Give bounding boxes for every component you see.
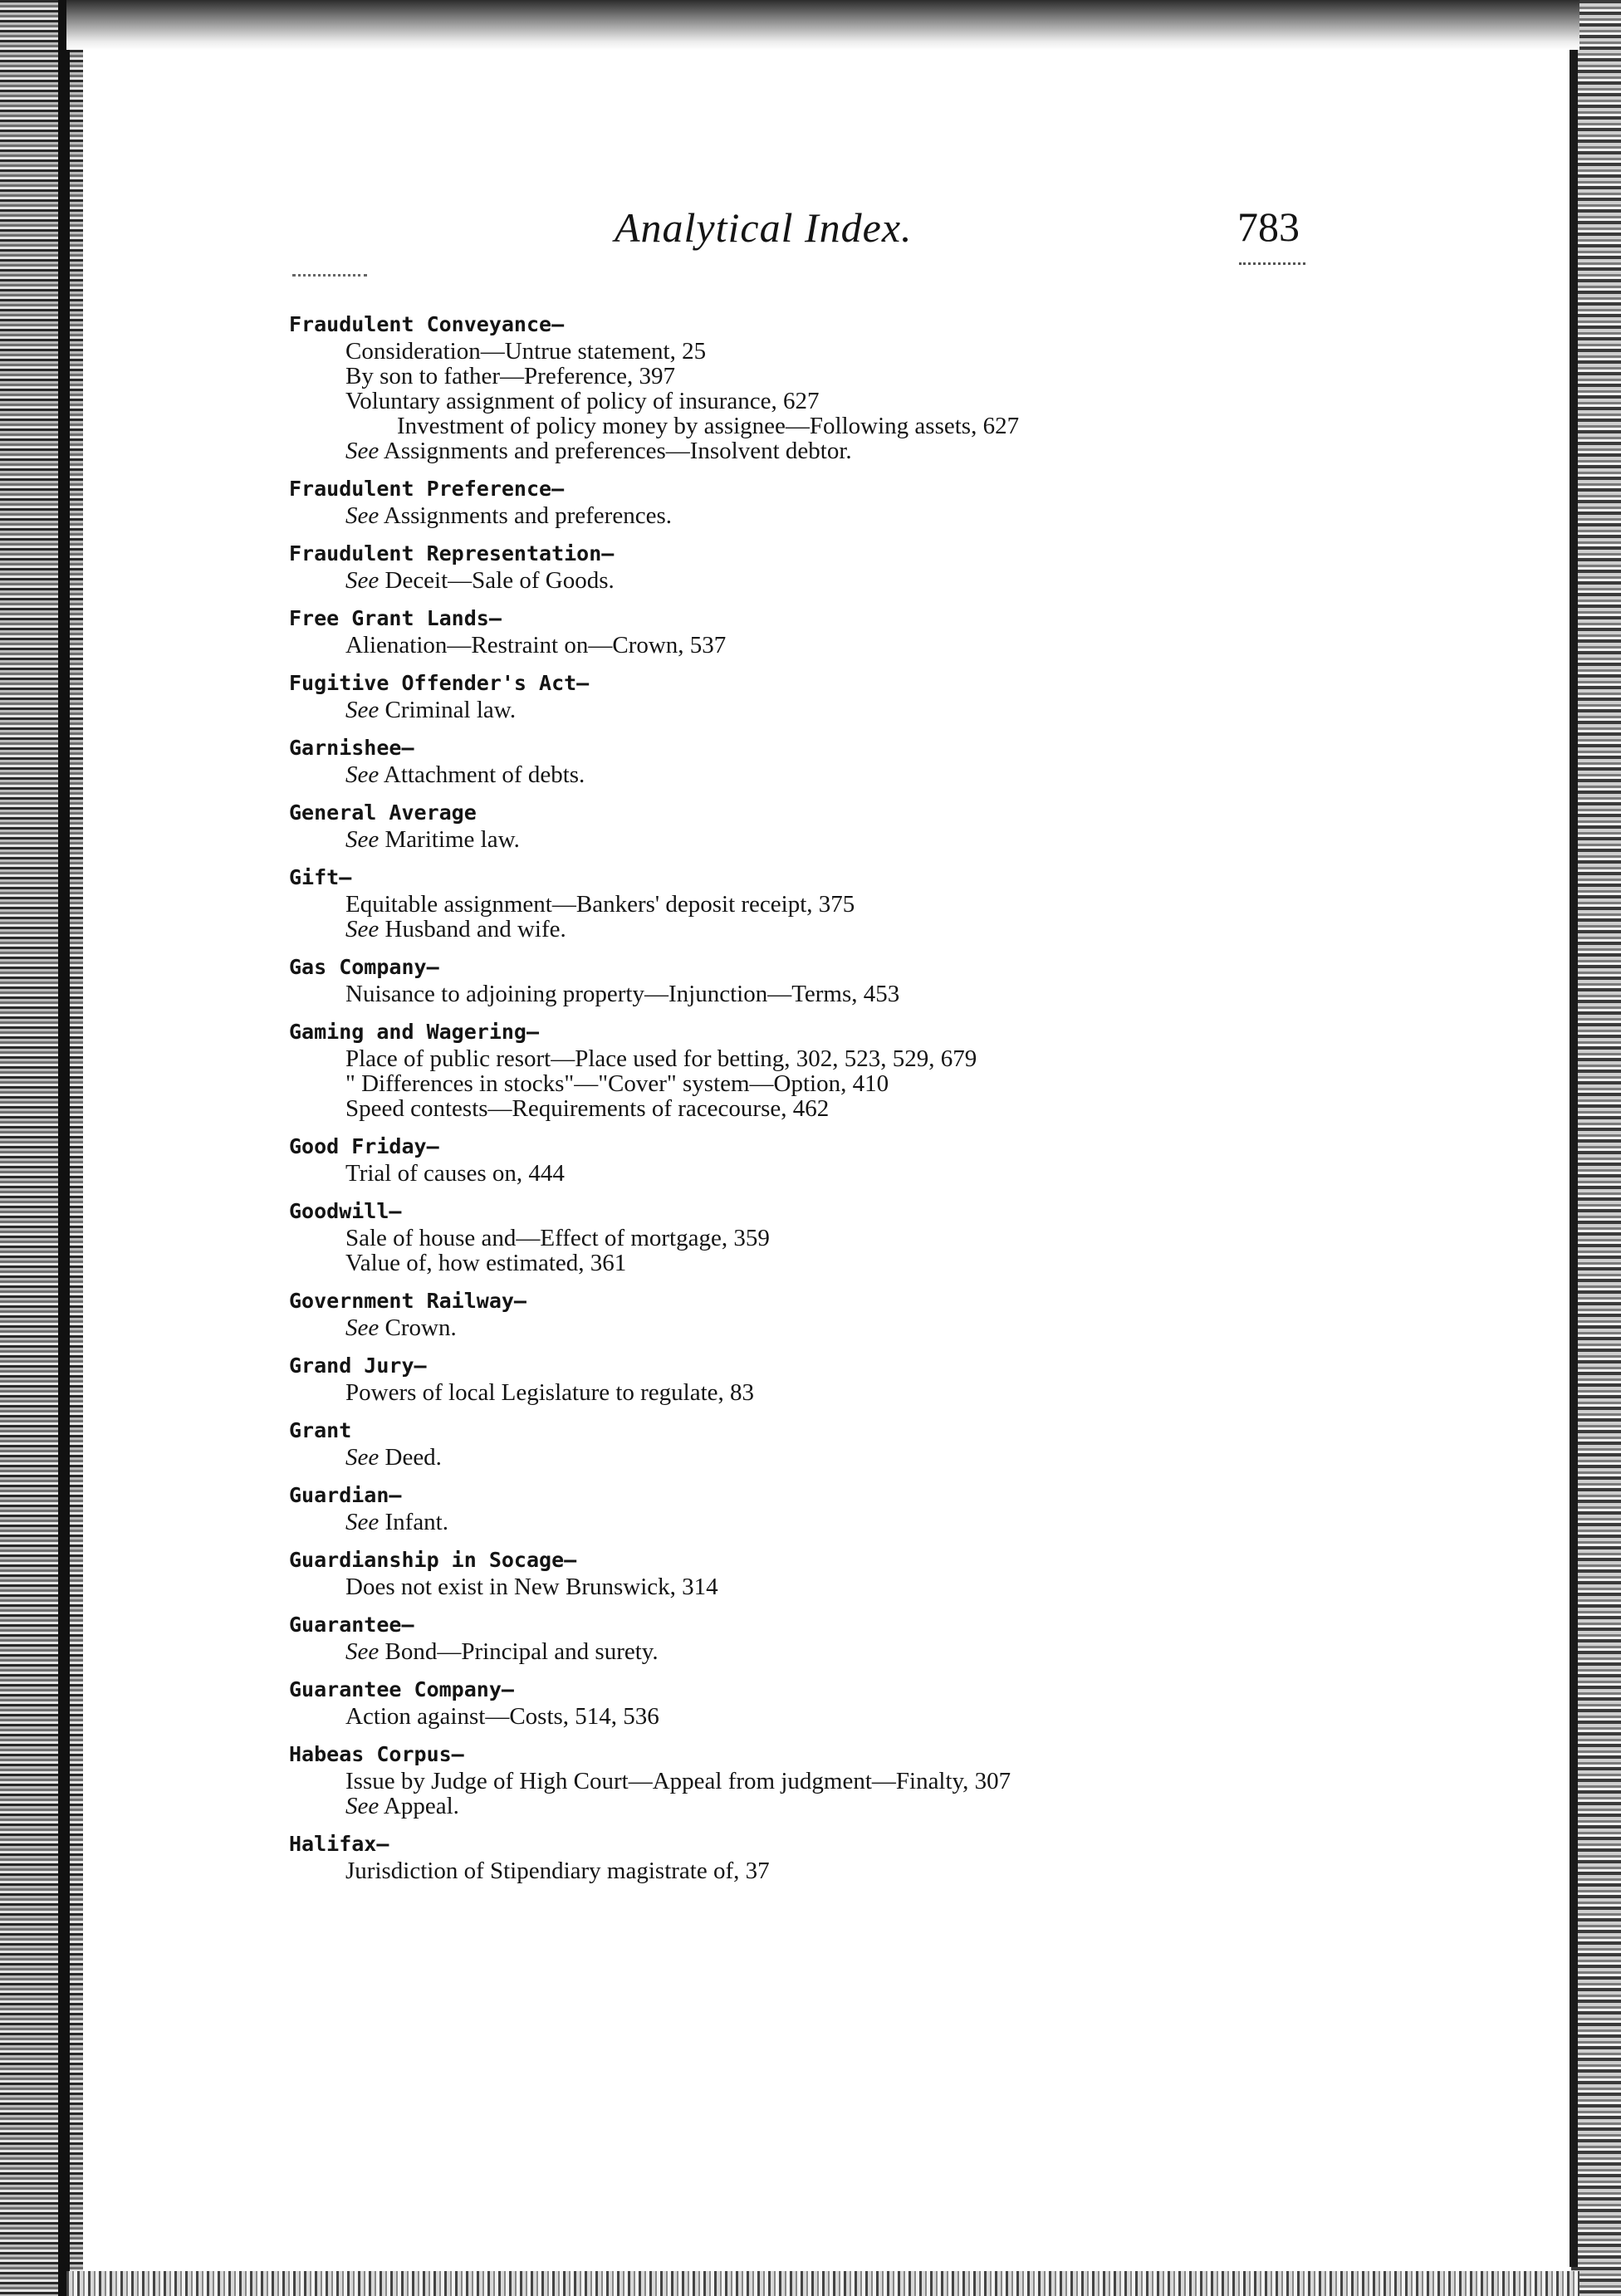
index-heading: Halifax— xyxy=(289,1832,389,1856)
index-subentry xyxy=(289,1510,1335,1535)
subentry-text: Maritime law. xyxy=(379,826,520,853)
subentry-text: Voluntary assignment of policy of insurance, 627 xyxy=(345,388,820,414)
index-list xyxy=(289,311,1335,1895)
index-entry xyxy=(289,669,1335,722)
index-subentry xyxy=(289,364,1335,389)
index-subentry xyxy=(289,1574,1335,1599)
index-subentry xyxy=(289,339,1335,364)
subentry-text: Deed. xyxy=(379,1444,442,1471)
index-entry xyxy=(289,1830,1335,1883)
index-subentry xyxy=(289,982,1335,1006)
index-entry xyxy=(289,1611,1335,1664)
subentry-text: Speed contests—Requirements of racecourse, 462 xyxy=(345,1095,830,1122)
index-entry xyxy=(289,1133,1335,1186)
index-entry xyxy=(289,605,1335,658)
index-subentry xyxy=(289,1096,1335,1121)
index-subentry xyxy=(289,827,1335,852)
index-heading: Grant xyxy=(289,1418,352,1442)
subentry-text: Powers of local Legislature to regulate, 83 xyxy=(345,1379,755,1406)
subentry-text: Husband and wife. xyxy=(379,916,566,942)
index-entry xyxy=(289,540,1335,593)
index-subentry xyxy=(289,698,1335,722)
see-reference-label: See xyxy=(345,761,380,788)
index-entry xyxy=(289,1352,1335,1405)
subentry-text: Nuisance to adjoining property—Injunction—Terms, 453 xyxy=(345,981,900,1007)
index-heading: Fraudulent Conveyance— xyxy=(289,312,565,336)
index-subentry xyxy=(289,1639,1335,1664)
index-heading: Guarantee— xyxy=(289,1613,414,1637)
subentry-text: Jurisdiction of Stipendiary magistrate of, 37 xyxy=(345,1858,770,1884)
scan-border-right-shadow xyxy=(1570,25,1578,2267)
index-entry xyxy=(289,1197,1335,1275)
index-entry xyxy=(289,1740,1335,1819)
index-subentry xyxy=(289,1794,1335,1819)
scan-border-top xyxy=(66,0,1579,50)
see-reference-label: See xyxy=(345,1314,380,1341)
subentry-text: Sale of house and—Effect of mortgage, 359 xyxy=(345,1225,770,1251)
see-reference-label: See xyxy=(345,916,380,942)
index-heading: Government Railway— xyxy=(289,1289,526,1313)
subentry-text: Trial of causes on, 444 xyxy=(345,1160,565,1187)
scan-border-left-shadow xyxy=(58,0,70,2296)
index-subentry xyxy=(289,1161,1335,1186)
subentry-text: Equitable assignment—Bankers' deposit receipt, 375 xyxy=(345,891,855,918)
index-subentry xyxy=(289,389,1335,414)
index-entry xyxy=(289,1546,1335,1599)
index-heading: Guardianship in Socage— xyxy=(289,1548,577,1572)
index-subentry xyxy=(289,438,1335,463)
index-entry xyxy=(289,864,1335,942)
index-entry xyxy=(289,1417,1335,1470)
page-number-rule xyxy=(1239,262,1305,265)
index-subentry xyxy=(289,1251,1335,1275)
subentry-text: Criminal law. xyxy=(379,697,517,723)
subentry-text: Assignments and preferences. xyxy=(379,502,672,529)
subentry-text: Place of public resort—Place used for betting, 302, 523, 529, 679 xyxy=(345,1045,977,1072)
index-heading: Grand Jury— xyxy=(289,1354,427,1378)
subentry-text: Investment of policy money by assignee—Following assets, 627 xyxy=(397,413,1020,439)
index-entry xyxy=(289,1676,1335,1729)
index-subentry xyxy=(289,1380,1335,1405)
index-subentry xyxy=(289,1046,1335,1071)
index-heading: Gas Company— xyxy=(289,955,439,979)
subentry-text: Value of, how estimated, 361 xyxy=(345,1250,627,1276)
see-reference-label: See xyxy=(345,438,380,464)
subentry-text: Consideration—Untrue statement, 25 xyxy=(345,338,707,365)
scan-border-right xyxy=(1571,0,1621,2296)
index-subentry xyxy=(289,1226,1335,1251)
index-subentry xyxy=(289,414,1335,438)
index-heading: Garnishee— xyxy=(289,736,414,760)
index-heading: Fraudulent Representation— xyxy=(289,541,615,565)
index-entry xyxy=(289,1287,1335,1340)
subentry-text: Issue by Judge of High Court—Appeal from judgment—Finalty, 307 xyxy=(345,1768,1011,1794)
index-heading: General Average xyxy=(289,800,477,825)
index-heading: Guardian— xyxy=(289,1483,402,1507)
subentry-text: Does not exist in New Brunswick, 314 xyxy=(345,1574,718,1600)
index-entry xyxy=(289,953,1335,1006)
index-heading: Goodwill— xyxy=(289,1199,402,1223)
index-subentry xyxy=(289,1704,1335,1729)
index-heading: Guarantee Company— xyxy=(289,1677,514,1701)
index-entry xyxy=(289,734,1335,787)
subentry-text: Alienation—Restraint on—Crown, 537 xyxy=(345,632,727,658)
see-reference-label: See xyxy=(345,1509,380,1535)
index-subentry xyxy=(289,762,1335,787)
see-reference-label: See xyxy=(345,1793,380,1819)
index-heading: Good Friday— xyxy=(289,1134,439,1158)
index-subentry xyxy=(289,568,1335,593)
index-subentry xyxy=(289,633,1335,658)
index-heading: Fraudulent Preference— xyxy=(289,477,565,501)
index-heading: Free Grant Lands— xyxy=(289,606,502,630)
index-subentry xyxy=(289,503,1335,528)
see-reference-label: See xyxy=(345,567,380,594)
index-entry xyxy=(289,1481,1335,1535)
index-subentry xyxy=(289,1858,1335,1883)
subentry-text: Crown. xyxy=(379,1314,457,1341)
index-entry xyxy=(289,1018,1335,1121)
see-reference-label: See xyxy=(345,1638,380,1665)
index-subentry xyxy=(289,917,1335,942)
subentry-text: Attachment of debts. xyxy=(379,761,585,788)
index-subentry xyxy=(289,1445,1335,1470)
see-reference-label: See xyxy=(345,826,380,853)
scan-border-left xyxy=(0,0,83,2296)
subentry-text: By son to father—Preference, 397 xyxy=(345,363,676,389)
index-heading: Habeas Corpus— xyxy=(289,1742,464,1766)
subentry-text: Action against—Costs, 514, 536 xyxy=(345,1703,659,1730)
subentry-text: Bond—Principal and surety. xyxy=(379,1638,659,1665)
scan-border-bottom xyxy=(66,2271,1579,2296)
index-subentry xyxy=(289,1769,1335,1794)
index-subentry xyxy=(289,1315,1335,1340)
header-dots xyxy=(292,274,367,277)
see-reference-label: See xyxy=(345,502,380,529)
subentry-text: Appeal. xyxy=(379,1793,459,1819)
index-subentry xyxy=(289,1071,1335,1096)
index-heading: Gaming and Wagering— xyxy=(289,1020,540,1044)
page-title: Analytical Index. xyxy=(615,204,913,251)
subentry-text: Infant. xyxy=(379,1509,448,1535)
index-entry xyxy=(289,311,1335,463)
index-heading: Gift— xyxy=(289,865,352,889)
index-subentry xyxy=(289,892,1335,917)
index-heading: Fugitive Offender's Act— xyxy=(289,671,590,695)
subentry-text: " Differences in stocks"—"Cover" system—Option, 410 xyxy=(345,1070,889,1097)
index-entry xyxy=(289,799,1335,852)
index-entry xyxy=(289,475,1335,528)
see-reference-label: See xyxy=(345,1444,380,1471)
page-number: 783 xyxy=(1237,203,1300,250)
see-reference-label: See xyxy=(345,697,380,723)
subentry-text: Deceit—Sale of Goods. xyxy=(379,567,615,594)
subentry-text: Assignments and preferences—Insolvent debtor. xyxy=(379,438,852,464)
